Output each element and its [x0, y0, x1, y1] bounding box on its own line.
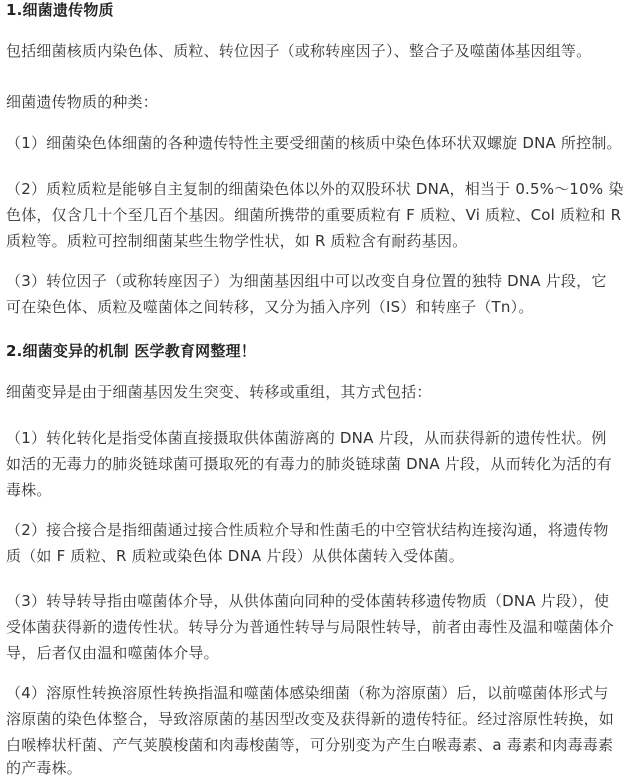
section-1-item-2-line-2: 色体，仅含几十个至几百个基因。细菌所携带的重要质粒有 F 质粒、Vi 质粒、Col 质粒和 R: [6, 206, 622, 224]
section-1-types-label: 细菌遗传物质的种类：: [6, 93, 159, 111]
section-2-item-3-line-1: （3）转导转导指由噬菌体介导，从供体菌向同种的受体菌转移遗传物质（DNA 片段），使: [6, 592, 610, 610]
section-1-heading: 1.细菌遗传物质: [6, 1, 114, 19]
section-2-item-1-line-2: 如活的无毒力的肺炎链球菌可摄取死的有毒力的肺炎链球菌 DNA 片段，从而转化为活的有: [6, 455, 612, 473]
section-2-item-1-line-1: （1）转化转化是指受体菌直接摄取供体菌游离的 DNA 片段，从而获得新的遗传性状。例: [6, 429, 607, 447]
section-1-item-1: （1）细菌染色体细菌的各种遗传特性主要受细菌的核质中染色体环状双螺旋 DNA 所控制。: [6, 134, 622, 152]
section-2-item-1-line-3: 毒株。: [6, 481, 52, 499]
section-1-item-3-line-2: 可在染色体、质粒及噬菌体之间转移，又分为插入序列（IS）和转座子（Tn）。: [6, 298, 534, 316]
section-1-item-2-line-3: 质粒等。质粒可控制细菌某些生物学性状，如 R 质粒含有耐药基因。: [6, 232, 468, 250]
section-1-item-2-line-1: （2）质粒质粒是能够自主复制的细菌染色体以外的双股环状 DNA，相当于 0.5%～10% 染: [6, 180, 624, 198]
section-1-item-3-line-1: （3）转位因子（或称转座因子）为细菌基因组中可以改变自身位置的独特 DNA 片段，它: [6, 272, 607, 290]
section-2-item-4-line-2: 溶原菌的染色体整合，导致溶原菌的基因型改变及获得新的遗传特征。经过溶原性转换，如: [6, 710, 615, 728]
section-1-intro: 包括细菌核质内染色体、质粒、转位因子（或称转座因子）、整合子及噬菌体基因组等。: [6, 42, 592, 60]
section-2-item-4-line-3: 白喉棒状杆菌、产气荚膜梭菌和肉毒梭菌等，可分别变为产生白喉毒素、a 毒素和肉毒毒素: [6, 736, 614, 754]
section-2-item-3-line-2: 受体菌获得新的遗传性状。转导分为普通性转导与局限性转导，前者由毒性及温和噬菌体介: [6, 618, 615, 636]
section-2-item-4-line-4: 的产毒株。: [6, 759, 83, 777]
section-2-item-2-line-1: （2）接合接合是指细菌通过接合性质粒介导和性菌毛的中空管状结构连接沟通，将遗传物: [6, 521, 609, 539]
section-2-item-3-line-3: 导，后者仅由温和噬菌体介导。: [6, 644, 219, 662]
section-2-intro: 细菌变异是由于细菌基因发生突变、转移或重组，其方式包括：: [6, 383, 432, 401]
section-2-heading: 2.细菌变异的机制 医学教育网整理！: [6, 342, 256, 360]
section-2-item-2-line-2: 质（如 F 质粒、R 质粒或染色体 DNA 片段）从供体菌转入受体菌。: [6, 547, 464, 565]
section-2-item-4-line-1: （4）溶原性转换溶原性转换指温和噬菌体感染细菌（称为溶原菌）后，以前噬菌体形式与: [6, 684, 609, 702]
